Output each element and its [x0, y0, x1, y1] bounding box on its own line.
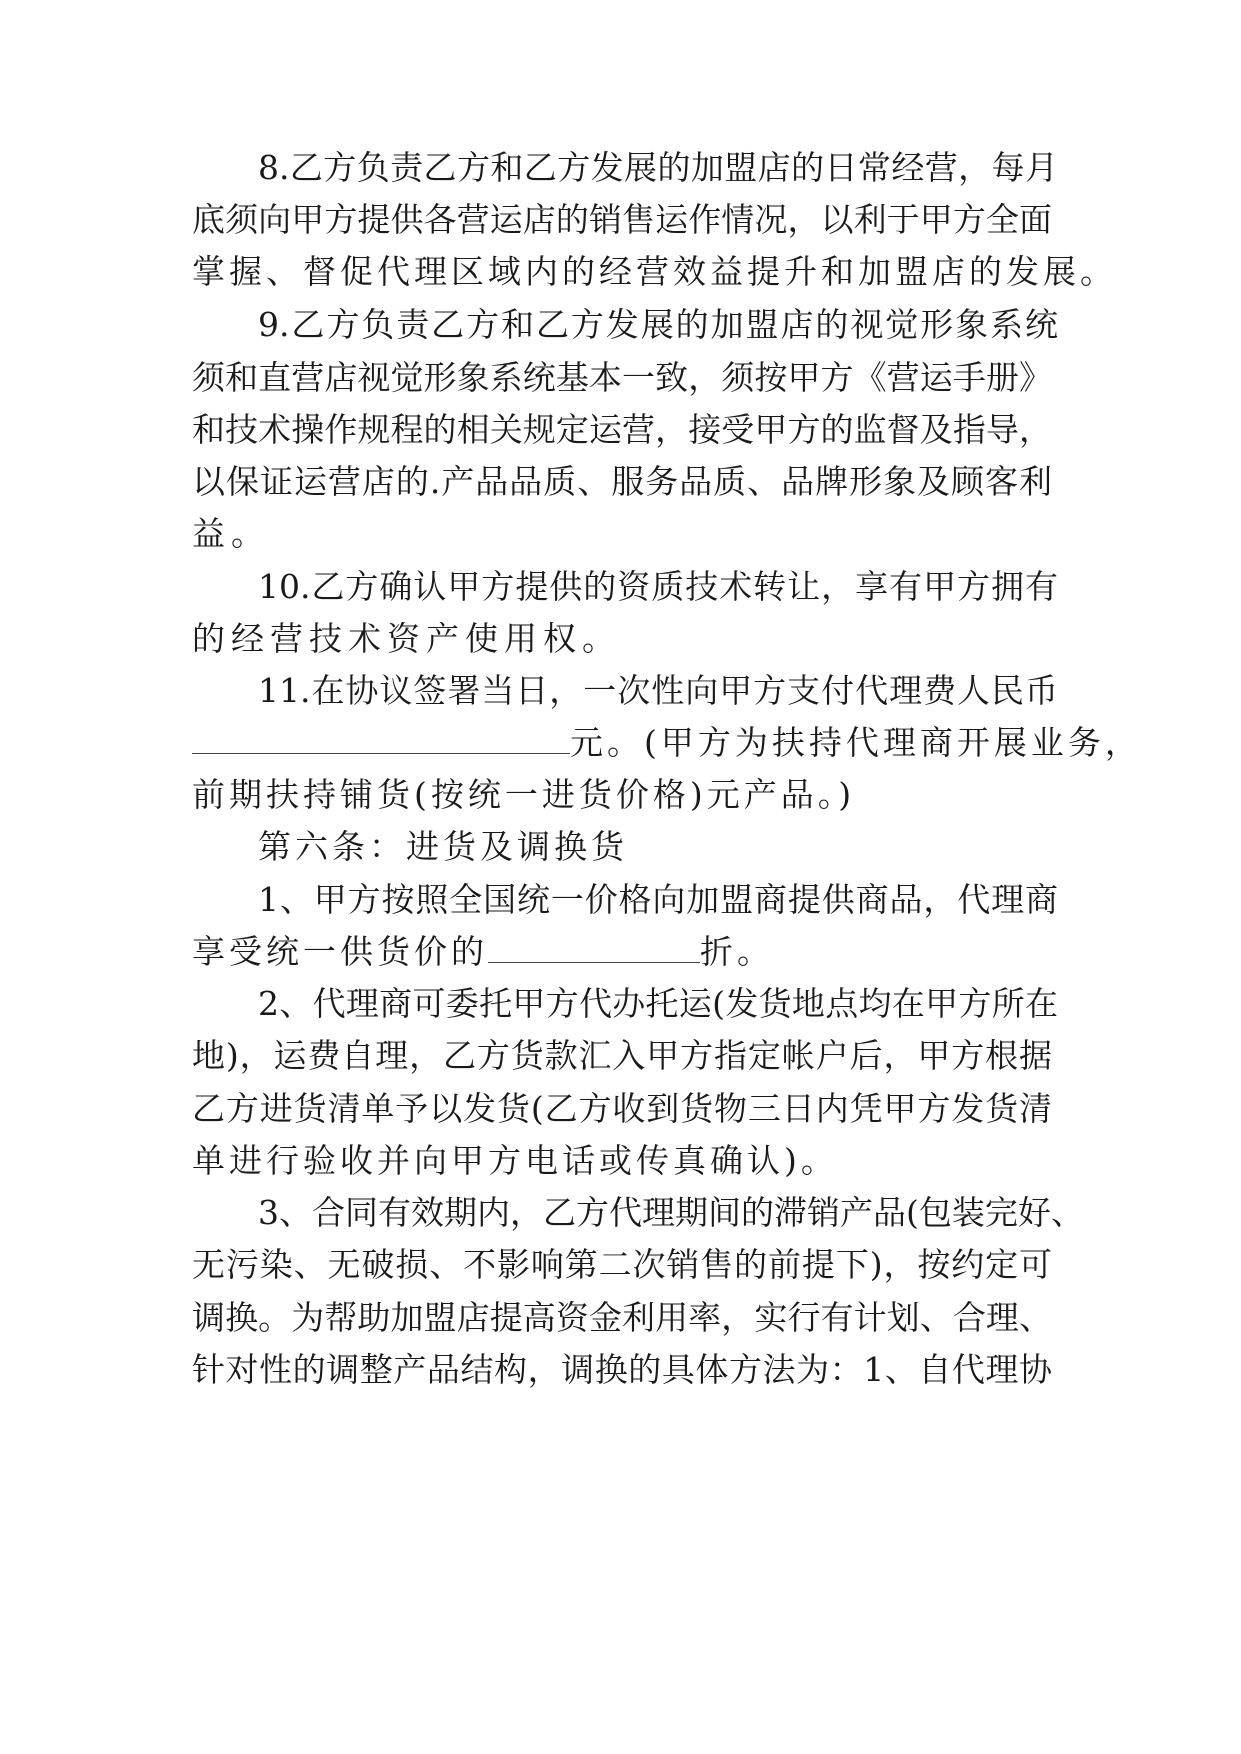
paragraph-11-line-3: 前期扶持铺货(按统一进货价格)元产品。) — [192, 775, 856, 814]
item-2-line-1: 2、代理商可委托甲方代办托运(发货地点均在甲方所在 — [258, 984, 1058, 1023]
item-2-line-2: 地)，运费自理，乙方货款汇入甲方指定帐户后，甲方根据 — [192, 1036, 1052, 1075]
paragraph-9-line-2: 须和直营店视觉形象系统基本一致，须按甲方《营运手册》 — [192, 358, 1052, 397]
item-3-line-4: 针对性的调整产品结构，调换的具体方法为：1、自代理协 — [192, 1350, 1052, 1389]
paragraph-9-line-1: 9.乙方负责乙方和乙方发展的加盟店的视觉形象系统 — [258, 305, 1058, 344]
item-3-line-3: 调换。为帮助加盟店提高资金利用率，实行有计划、合理、 — [192, 1298, 1052, 1337]
paragraph-8-line-1: 8.乙方负责乙方和乙方发展的加盟店的日常经营，每月 — [258, 148, 1058, 187]
item-1-prefix: 享受统一供货价的 — [192, 932, 488, 971]
item-2-line-4: 单进行验收并向甲方电话或传真确认)。 — [192, 1141, 838, 1180]
item-3-line-2: 无污染、无破损、不影响第二次销售的前提下)，按约定可 — [192, 1245, 1052, 1284]
paragraph-8-line-3: 掌握、督促代理区域内的经营效益提升和加盟店的发展。 — [192, 252, 1117, 291]
article-6-heading: 第六条：进货及调换货 — [258, 827, 628, 866]
paragraph-11-suffix: 元。(甲方为扶持代理商开展业务， — [570, 723, 1142, 762]
paragraph-9-line-5: 益。 — [192, 514, 270, 553]
paragraph-11-line-2 — [192, 723, 1142, 763]
paragraph-8-line-2: 底须向甲方提供各营运店的销售运作情况，以利于甲方全面 — [192, 200, 1052, 239]
paragraph-9-line-3: 和技术操作规程的相关规定运营，接受甲方的监督及指导， — [192, 410, 1052, 449]
paragraph-10-line-2: 的经营技术资产使用权。 — [192, 619, 621, 658]
item-1-line-1: 1、甲方按照全国统一价格向加盟商提供商品，代理商 — [258, 880, 1058, 919]
discount-blank — [488, 932, 700, 963]
paragraph-9-line-4: 以保证运营店的.产品品质、服务品质、品牌形象及顾客利 — [192, 462, 1052, 501]
paragraph-10-line-1: 10.乙方确认甲方提供的资质技术转让，享有甲方拥有 — [258, 567, 1058, 606]
paragraph-11-line-1: 11.在协议签署当日，一次性向甲方支付代理费人民币 — [258, 671, 1058, 710]
item-3-line-1: 3、合同有效期内，乙方代理期间的滞销产品(包装完好、 — [258, 1193, 1084, 1232]
item-1-suffix: 折。 — [700, 932, 774, 971]
item-1-line-2 — [192, 932, 1052, 972]
item-2-line-3: 乙方进货清单予以发货(乙方收到货物三日内凭甲方发货清 — [192, 1089, 1052, 1128]
fee-amount-blank — [192, 723, 570, 754]
